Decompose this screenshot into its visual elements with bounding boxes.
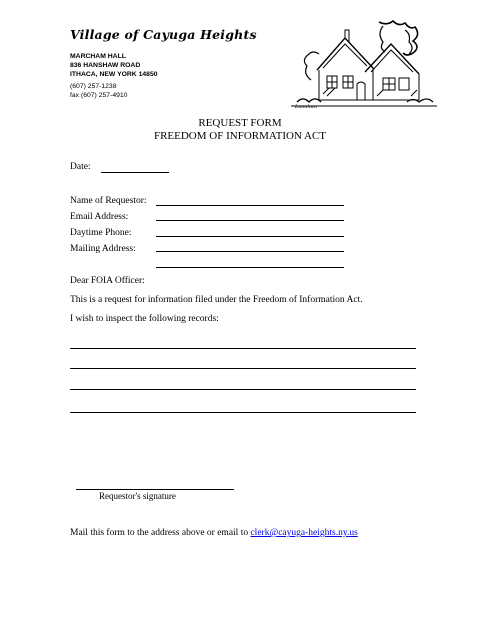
address-line-1: MARCHAM HALL [70,53,126,60]
mailing-field-line-1[interactable] [156,251,344,252]
body-line-1: This is a request for information filed under the Freedom of Information Act. [70,295,363,305]
records-line-2[interactable] [70,368,416,369]
date-field-line[interactable] [101,172,169,173]
form-title: REQUEST FORM [198,117,282,129]
email-label: Email Address: [70,212,129,222]
name-field-line[interactable] [156,205,344,206]
building-sketch-image [287,20,442,110]
phone-label: Daytime Phone: [70,228,132,238]
phone-field-line[interactable] [156,236,344,237]
address-line-2: 836 HANSHAW ROAD [70,62,141,69]
signature-caption: Requestor's signature [99,491,176,501]
footer-instruction [70,528,358,538]
artist-signature: Lanahan [295,104,317,110]
body-line-2: I wish to inspect the following records: [70,314,219,324]
fax-number: fax (607) 257-4910 [70,92,128,99]
records-line-1[interactable] [70,348,416,349]
village-name: Village of Cayuga Heights [70,27,257,42]
email-link[interactable]: clerk@cayuga-heights.ny.us [250,528,358,538]
name-label: Name of Requestor: [70,196,147,206]
phone-number: (607) 257-1238 [70,83,117,90]
records-line-3[interactable] [70,389,416,390]
mailing-field-line-2[interactable] [156,267,344,268]
mailing-label: Mailing Address: [70,244,136,254]
form-subtitle: FREEDOM OF INFORMATION ACT [153,130,327,142]
salutation: Dear FOIA Officer: [70,276,145,286]
email-field-line[interactable] [156,220,344,221]
footer-text: Mail this form to the address above or email to [70,528,251,538]
address-line-3: ITHACA, NEW YORK 14850 [70,71,158,78]
records-line-4[interactable] [70,412,416,413]
date-label: Date: [70,162,91,172]
signature-line[interactable] [76,489,234,490]
